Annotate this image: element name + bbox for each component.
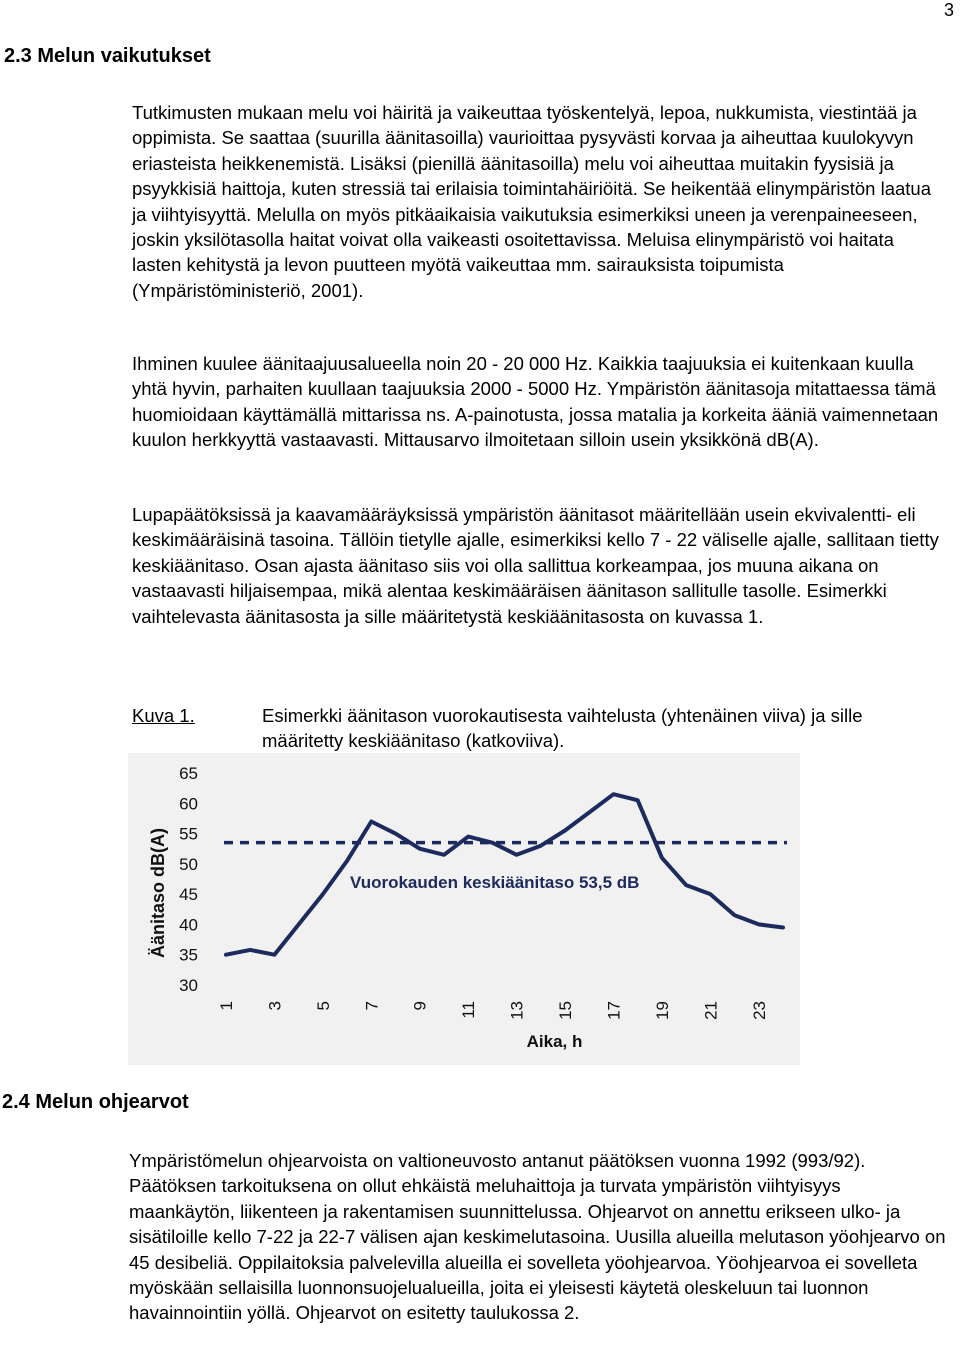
figure-caption: Esimerkki äänitason vuorokautisesta vaihtelusta (yhtenäinen viiva) ja sille määritetty keskiäänitaso (katkoviiva).: [262, 705, 863, 752]
x-tick-label: 23: [749, 1001, 769, 1020]
page-number: 3: [943, 0, 954, 20]
x-tick-label: 13: [507, 1001, 527, 1020]
section-heading-melun-ohjearvot: 2.4 Melun ohjearvot: [2, 1091, 189, 1113]
y-tick-label: 30: [179, 976, 198, 995]
paragraph-melun-ohjearvot: Ympäristömelun ohjearvoista on valtioneuvosto antanut päätöksen vuonna 1992 (993/92). Päätöksen tarkoituksena on ollut ehkäistä meluhaittoja ja turvata ympäristön viihtyisyys maankäytön, liikenteen ja rakentamisen suunnittelussa. Ohjearvot on annettu erikseen ulko- ja sisätiloille kello 7-22 ja 22-7 välisen ajan keskimelutasoina. Uusilla alueilla melutason yöohjearvo on 45 desibeliä. Oppilaitoksia palvelevilla alueilla ei sovelleta yöohjearvoa. Yöohjearvoa ei sovelleta myöskään sellaisilla luonnonsuojelualueilla, joita ei yleisesti käytetä oleskeluun tai luonnon havainnointiin yöllä. Ohjearvot on esitetty taulukossa 2.: [129, 1150, 946, 1324]
x-tick-label: 17: [604, 1001, 624, 1020]
y-axis-label: Äänitaso dB(A): [148, 828, 168, 958]
x-tick-label: 7: [362, 1001, 382, 1011]
x-tick-label: 9: [410, 1001, 430, 1011]
x-tick-label: 3: [265, 1001, 285, 1011]
y-tick-label: 65: [179, 764, 198, 783]
figure-label: Kuva 1.: [132, 705, 195, 726]
paragraph-aanitaajuus: Ihminen kuulee äänitaajuusalueella noin 20 - 20 000 Hz. Kaikkia taajuuksia ei kuitenkaan kuulla yhtä hyvin, parhaiten kuullaan taajuuksia 2000 - 5000 Hz. Ympäristön äänitasoja mitattaessa tämä huomioidaan käyttämällä mittarissa ns. A-painotusta, jossa matalia ja korkeita ääniä vaimennetaan kuulon herkkyyttä vastaavasti. Mittausarvo ilmoitetaan silloin usein yksikkönä dB(A).: [132, 353, 939, 451]
x-tick-label: 15: [556, 1001, 576, 1020]
noise-level-chart: [128, 753, 800, 1065]
y-tick-label: 50: [179, 854, 198, 874]
x-tick-label: 11: [459, 1001, 479, 1019]
x-tick-label: 5: [313, 1001, 333, 1011]
y-tick-label: 55: [179, 824, 198, 844]
x-axis-label: Aika, h: [526, 1032, 583, 1051]
x-tick-label: 19: [652, 1001, 672, 1020]
noise-level-chart-svg: [128, 753, 800, 1065]
y-tick-label: 60: [179, 794, 198, 814]
paragraph-melun-vaikutukset: Tutkimusten mukaan melu voi häiritä ja vaikeuttaa työskentelyä, lepoa, nukkumista, viestintää ja oppimista. Se saattaa (suurilla äänitasoilla) vaurioittaa pysyvästi korvaa ja aiheuttaa kuulokyvyn eriasteista heikkenemistä. Lisäksi (pienillä äänitasoilla) melu voi aiheuttaa muitakin fyysisiä ja psyykkisiä haittoja, kuten stressiä tai erilaisia toimintahäiriöitä. Se heikentää elinympäristön laatua ja viihtyisyyttä. Melulla on myös pitkäaikaisia vaikutuksia esimerkiksi uneen ja verenpaineeseen, joskin yksilötasolla haitat voivat olla vaikeasti osoitettavissa. Meluisa elinympäristö voi haitata lasten kehitystä ja levon puutteen myötä vaikeuttaa mm. sairauksista toipumista (Ympäristöministeriö, 2001).: [132, 102, 931, 301]
section-heading-melun-vaikutukset: 2.3 Melun vaikutukset: [4, 45, 211, 67]
y-tick-label: 35: [179, 945, 198, 965]
paragraph-keskiaanitaso: Lupapäätöksissä ja kaavamääräyksissä ympäristön äänitasot määritellään usein ekvivalentti- eli keskimääräisinä tasoina. Tällöin tietylle ajalle, esimerkiksi kello 7 - 22 väliselle ajalle, sallitaan tietty keskiäänitaso. Osan ajasta äänitaso siis voi olla sallittua korkeampaa, jos muuna aikana on vastaavasti hiljaisempaa, mikä alentaa keskimääräisen äänitason sallitulle tasolle. Esimerkki vaihtelevasta äänitasosta ja sille määritetystä keskiäänitasosta on kuvassa 1.: [132, 504, 939, 627]
x-tick-label: 1: [217, 1001, 236, 1011]
average-level-label: Vuorokauden keskiäänitaso 53,5 dB: [350, 873, 640, 892]
y-tick-label: 45: [179, 885, 198, 905]
y-tick-label: 40: [179, 915, 198, 935]
x-tick-label: 21: [701, 1001, 721, 1020]
